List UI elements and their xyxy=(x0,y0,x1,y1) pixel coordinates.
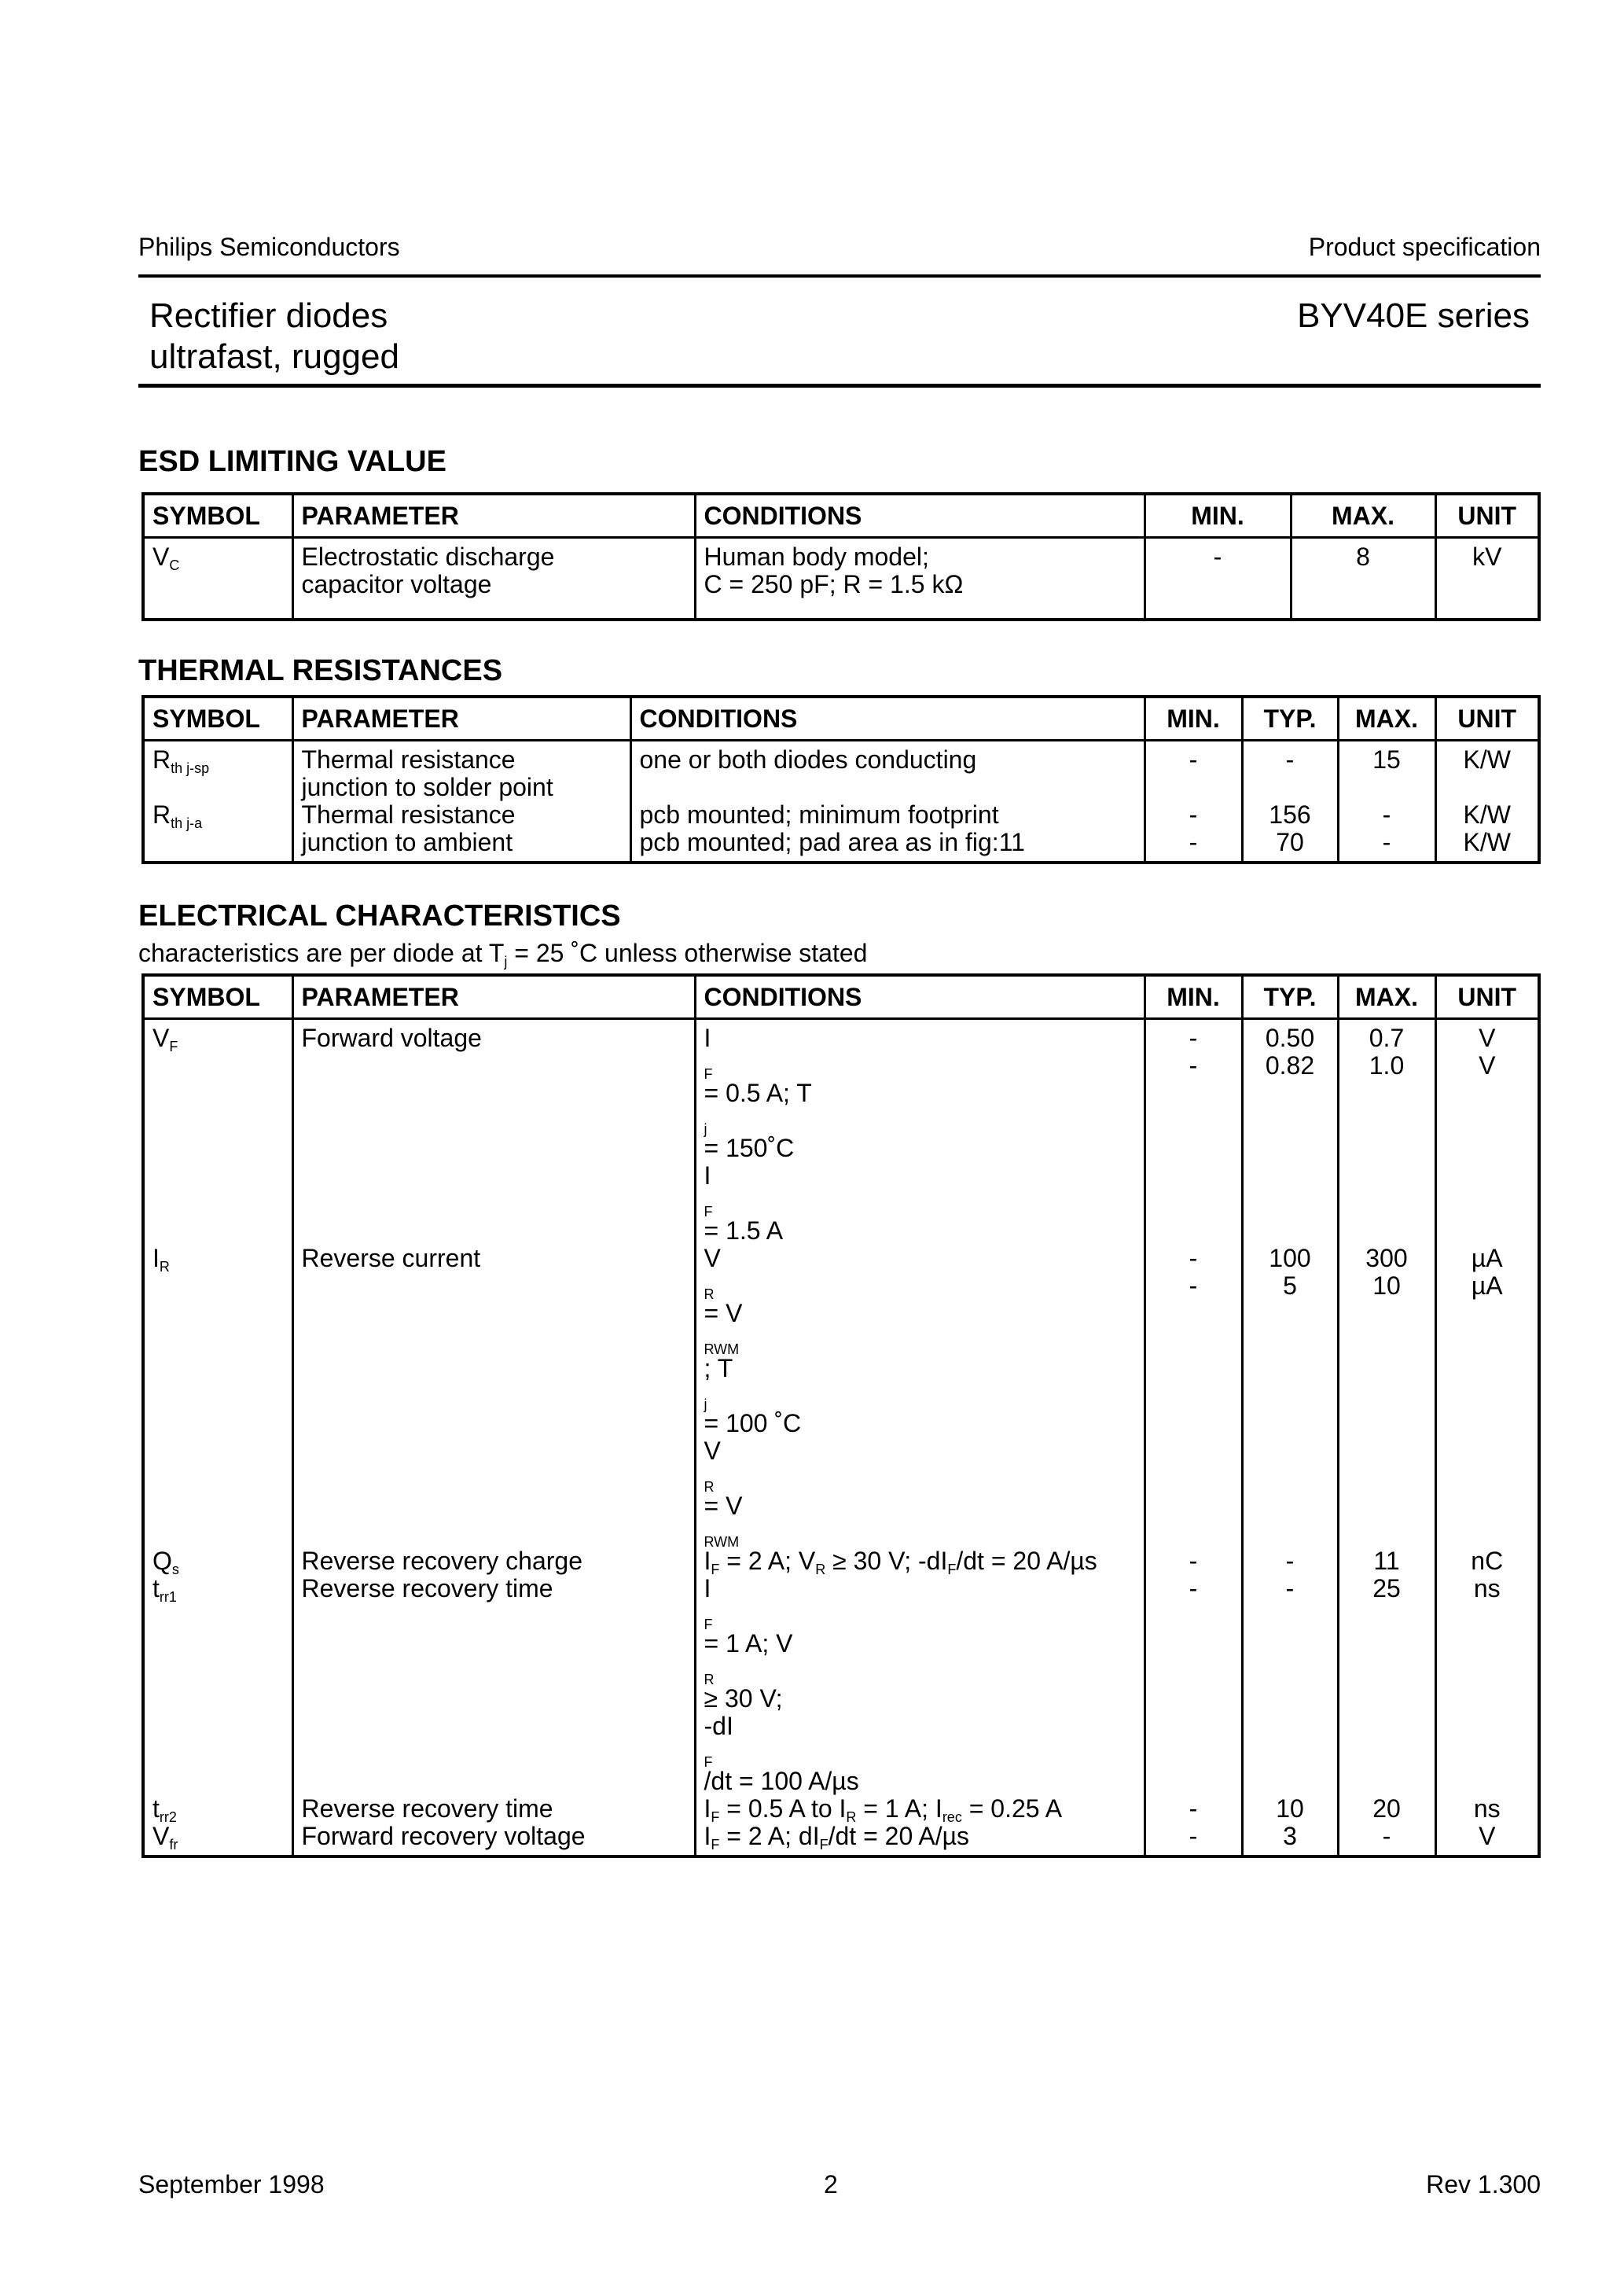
note-text: = 25 ˚C unless otherwise stated xyxy=(507,939,868,967)
max-value: 0.7 1.0 xyxy=(1338,1019,1435,1246)
note-text: characteristics are per diode at T xyxy=(138,939,505,967)
unit-value: µA µA xyxy=(1435,1245,1539,1547)
parameter-cell: Reverse recovery charge xyxy=(292,1547,695,1575)
min-value: - xyxy=(1145,1795,1242,1823)
company-name: Philips Semiconductors xyxy=(138,233,400,261)
col-unit: UNIT xyxy=(1435,975,1539,1019)
electrical-heading: ELECTRICAL CHARACTERISTICS xyxy=(138,900,621,933)
conditions-cell xyxy=(695,538,1145,620)
max-value xyxy=(1338,801,1435,863)
unit-value: V xyxy=(1435,1823,1539,1856)
col-symbol: SYMBOL xyxy=(143,697,292,741)
title-line-1: Rectifier diodes xyxy=(149,296,388,335)
conditions-cell: one or both diodes conducting xyxy=(630,741,1145,802)
header-rule-bottom xyxy=(138,384,1541,388)
condition-line: V $_R$ = V $_{RWM}$ xyxy=(704,1437,743,1550)
min-value: - xyxy=(1145,538,1291,620)
condition-line: I $_F$ = 1.5 A xyxy=(704,1161,784,1245)
symbol: R xyxy=(152,800,171,829)
symbol-subscript: F xyxy=(169,1039,178,1054)
esd-heading: ESD LIMITING VALUE xyxy=(138,445,446,478)
typ-line: 70 xyxy=(1276,828,1304,856)
symbol-subscript: R xyxy=(159,1259,170,1275)
table-row xyxy=(143,1547,1539,1575)
condition-line: Human body model; xyxy=(704,543,929,571)
unit-line: K/W xyxy=(1463,828,1511,856)
parameter-cell: Forward voltage xyxy=(292,1019,695,1246)
col-symbol: SYMBOL xyxy=(143,494,292,538)
symbol: V xyxy=(152,1822,170,1850)
footer-revision: Rev 1.300 xyxy=(1426,2170,1541,2198)
parameter-line: Electrostatic discharge xyxy=(301,543,555,571)
parameter-line: Thermal resistance xyxy=(301,745,516,774)
col-min: MIN. xyxy=(1145,975,1242,1019)
condition-line: -dI $_F$ /dt = 100 A/µs xyxy=(704,1712,859,1795)
unit-value: kV xyxy=(1435,538,1539,620)
table-row xyxy=(143,538,1539,620)
col-symbol: SYMBOL xyxy=(143,975,292,1019)
condition-line: I $_F$ = 0.5 A; T $_j$ = 150˚C xyxy=(704,1024,812,1162)
conditions-cell xyxy=(630,801,1145,863)
unit-line: K/W xyxy=(1463,800,1511,829)
max-line: - xyxy=(1382,800,1391,829)
min-line: - xyxy=(1189,828,1198,856)
series-name: BYV40E series xyxy=(1297,296,1530,335)
min-value: - xyxy=(1145,1547,1242,1575)
symbol-cell xyxy=(143,538,292,620)
footer-page-number: 2 xyxy=(824,2170,838,2198)
header-rule-top xyxy=(138,274,1541,278)
min-value xyxy=(1145,801,1242,863)
max-value: 300 10 xyxy=(1338,1245,1435,1547)
min-value: - xyxy=(1145,741,1242,802)
typ-value: 0.50 0.82 xyxy=(1242,1019,1338,1246)
col-min: MIN. xyxy=(1145,697,1242,741)
unit-value: nC xyxy=(1435,1547,1539,1575)
typ-value: - xyxy=(1242,1547,1338,1575)
unit-value: ns xyxy=(1435,1795,1539,1823)
col-max: MAX. xyxy=(1338,975,1435,1019)
document-type: Product specification xyxy=(1308,233,1541,261)
table-row xyxy=(143,1575,1539,1795)
symbol: R xyxy=(152,745,171,774)
col-conditions: CONDITIONS xyxy=(695,494,1145,538)
max-value: 11 xyxy=(1338,1547,1435,1575)
table-row xyxy=(143,1823,1539,1856)
condition-line: pcb mounted; minimum footprint xyxy=(639,800,999,829)
symbol: V xyxy=(152,1024,170,1052)
col-parameter: PARAMETER xyxy=(292,975,695,1019)
symbol-subscript: s xyxy=(171,1562,179,1577)
symbol-subscript: fr xyxy=(169,1837,178,1853)
typ-value: - xyxy=(1242,741,1338,802)
conditions-cell: $I_F = 2$ A; $V_R \ge 30$ V; $-dI_F/dt = 20$ A/µs xyxy=(695,1547,1145,1575)
table-row xyxy=(143,1795,1539,1823)
col-max: MAX. xyxy=(1291,494,1435,538)
col-typ: TYP. xyxy=(1242,697,1338,741)
max-value: - xyxy=(1338,1823,1435,1856)
symbol-cell xyxy=(143,1019,292,1246)
electrical-note xyxy=(138,939,867,968)
symbol-cell xyxy=(143,1795,292,1823)
parameter-cell: Reverse current xyxy=(292,1245,695,1547)
symbol-subscript: rr1 xyxy=(159,1589,177,1605)
symbol: I xyxy=(152,1244,160,1272)
col-conditions: CONDITIONS xyxy=(630,697,1145,741)
symbol-subscript: C xyxy=(169,557,180,573)
unit-value: ns xyxy=(1435,1575,1539,1795)
parameter-line: capacitor voltage xyxy=(301,570,492,598)
parameter-cell xyxy=(292,801,630,863)
condition-line: C = 250 pF; R = 1.5 kΩ xyxy=(704,570,964,598)
symbol: t xyxy=(152,1574,160,1602)
symbol-cell xyxy=(143,1245,292,1547)
typ-value: - xyxy=(1242,1575,1338,1795)
symbol-subscript: th j-a xyxy=(171,815,203,831)
max-value: 8 xyxy=(1291,538,1435,620)
typ-line: 156 xyxy=(1269,800,1311,829)
table-row xyxy=(143,741,1539,802)
parameter-cell: Reverse recovery time xyxy=(292,1795,695,1823)
col-conditions: CONDITIONS xyxy=(695,975,1145,1019)
electrical-table xyxy=(141,973,1541,1858)
thermal-heading: THERMAL RESISTANCES xyxy=(138,654,503,687)
symbol: Q xyxy=(152,1547,172,1575)
conditions-cell: $I_F = 0.5$ A to $I_R = 1$ A; $I_{rec} = 0.25$ A xyxy=(695,1795,1145,1823)
symbol-cell xyxy=(143,741,292,802)
note-subscript: j xyxy=(504,954,508,970)
electrical-header-row xyxy=(143,975,1539,1019)
symbol-cell xyxy=(143,1547,292,1575)
esd-header-row xyxy=(143,494,1539,538)
min-line: - xyxy=(1189,800,1198,829)
symbol: t xyxy=(152,1794,160,1823)
parameter-line: Thermal resistance xyxy=(301,800,516,829)
symbol-cell xyxy=(143,1575,292,1795)
conditions-cell: $I_F = 2$ A; $dI_F/dt = 20$ A/µs xyxy=(695,1823,1145,1856)
typ-value: 100 5 xyxy=(1242,1245,1338,1547)
col-unit: UNIT xyxy=(1435,697,1539,741)
typ-value: 10 xyxy=(1242,1795,1338,1823)
min-value: - - xyxy=(1145,1245,1242,1547)
parameter-line: junction to ambient xyxy=(301,828,513,856)
symbol: V xyxy=(152,543,170,571)
condition-line: I $_F$ = 1 A; V $_R$ ≥ 30 V; xyxy=(704,1574,793,1713)
min-value: - - xyxy=(1145,1019,1242,1246)
col-parameter: PARAMETER xyxy=(292,697,630,741)
table-row xyxy=(143,1245,1539,1547)
footer-date: September 1998 xyxy=(138,2170,325,2198)
symbol-subscript: th j-sp xyxy=(171,760,210,776)
condition-line: V $_R$ = V $_{RWM}$ ; T $_j$ = 100 ˚C xyxy=(704,1244,802,1437)
max-value: 25 xyxy=(1338,1575,1435,1795)
condition-line: pcb mounted; pad area as in fig:11 xyxy=(639,828,1025,856)
unit-value xyxy=(1435,801,1539,863)
typ-value xyxy=(1242,801,1338,863)
document-title xyxy=(149,296,399,377)
col-max: MAX. xyxy=(1338,697,1435,741)
min-value: - xyxy=(1145,1823,1242,1856)
esd-table xyxy=(141,492,1541,621)
conditions-cell xyxy=(695,1019,1145,1246)
max-line: - xyxy=(1382,828,1391,856)
max-value: 20 xyxy=(1338,1795,1435,1823)
parameter-cell: Forward recovery voltage xyxy=(292,1823,695,1856)
typ-value: 3 xyxy=(1242,1823,1338,1856)
col-typ: TYP. xyxy=(1242,975,1338,1019)
parameter-line: junction to solder point xyxy=(301,773,553,801)
symbol-cell xyxy=(143,801,292,863)
table-row xyxy=(143,1019,1539,1246)
col-unit: UNIT xyxy=(1435,494,1539,538)
col-min: MIN. xyxy=(1145,494,1291,538)
parameter-cell xyxy=(292,538,695,620)
parameter-cell xyxy=(292,741,630,802)
symbol-subscript: rr2 xyxy=(159,1809,177,1825)
unit-value: K/W xyxy=(1435,741,1539,802)
title-line-2: ultrafast, rugged xyxy=(149,337,399,376)
table-row xyxy=(143,801,1539,863)
max-value: 15 xyxy=(1338,741,1435,802)
conditions-cell xyxy=(695,1575,1145,1795)
thermal-header-row xyxy=(143,697,1539,741)
thermal-table xyxy=(141,695,1541,864)
conditions-cell xyxy=(695,1244,1145,1550)
col-parameter: PARAMETER xyxy=(292,494,695,538)
min-value: - xyxy=(1145,1575,1242,1795)
parameter-cell: Reverse recovery time xyxy=(292,1575,695,1795)
unit-value: V V xyxy=(1435,1019,1539,1246)
symbol-cell xyxy=(143,1823,292,1856)
